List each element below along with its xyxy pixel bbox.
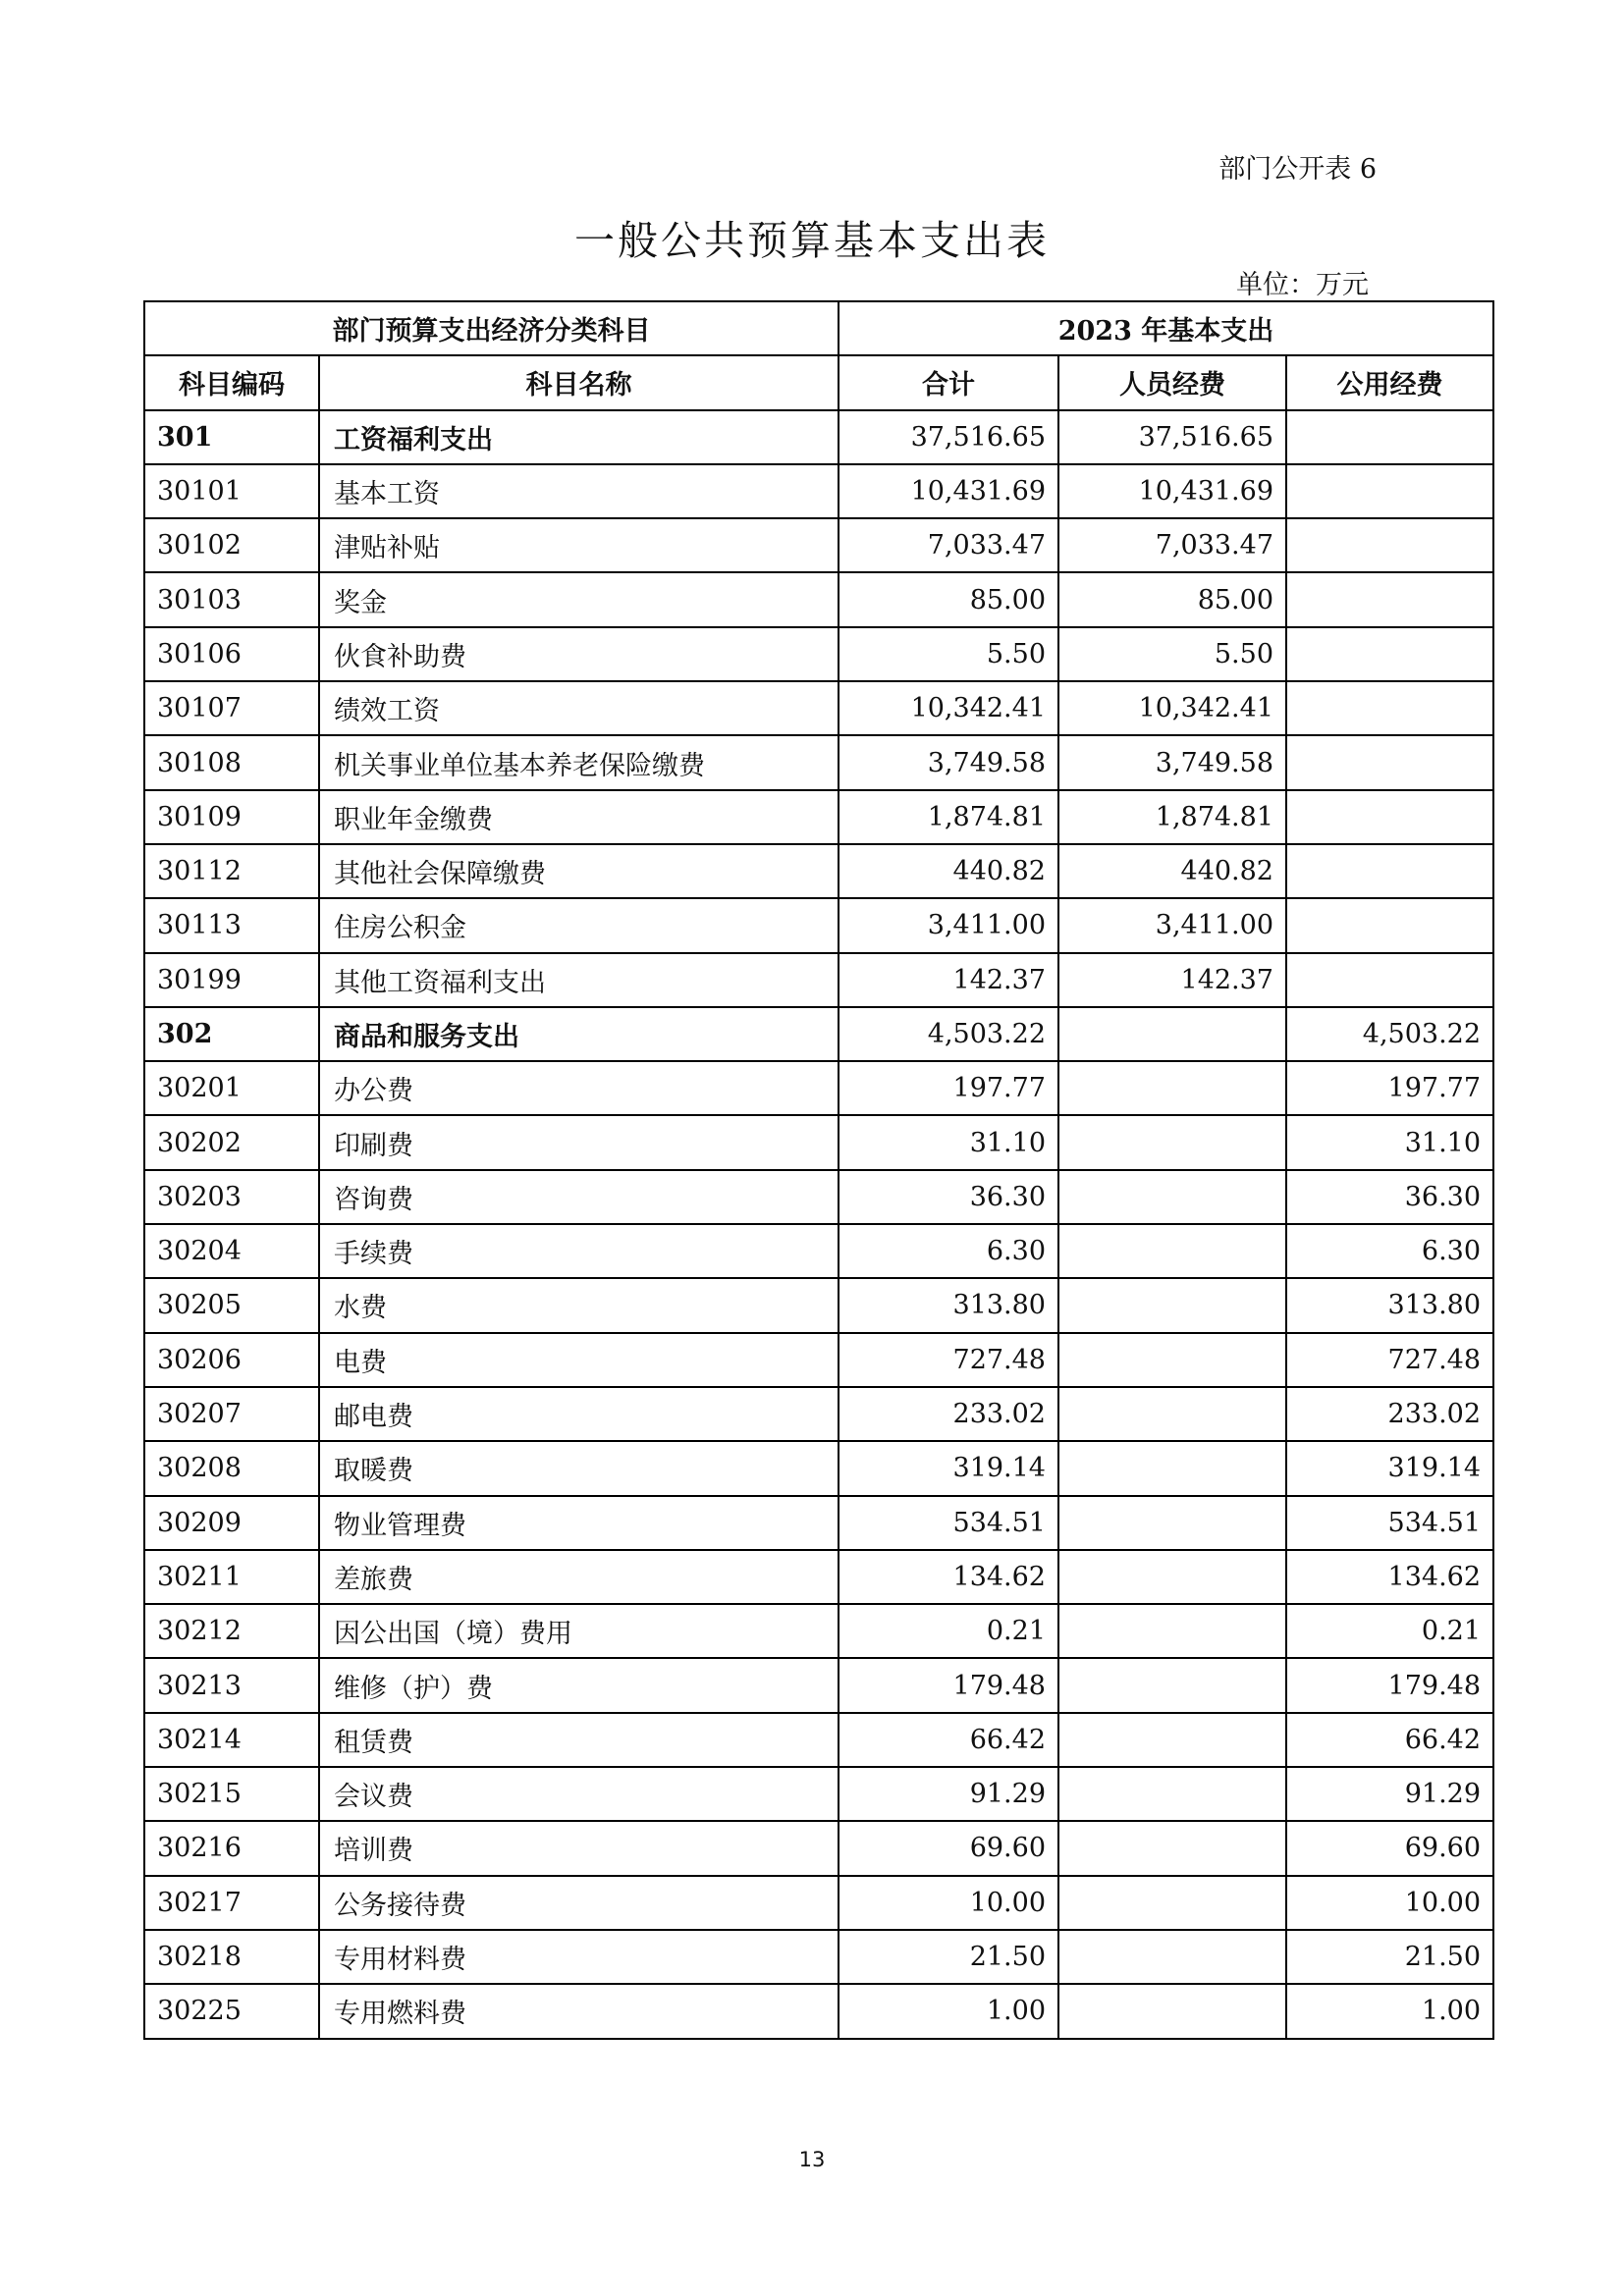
column-header-name: 科目名称	[319, 355, 839, 409]
cell-code: 30209	[144, 1496, 319, 1550]
cell-code: 30107	[144, 681, 319, 735]
cell-code: 30203	[144, 1170, 319, 1224]
cell-name: 基本工资	[319, 464, 839, 518]
cell-public: 66.42	[1286, 1713, 1493, 1767]
cell-public: 91.29	[1286, 1767, 1493, 1821]
cell-code: 30208	[144, 1441, 319, 1495]
cell-name: 其他社会保障缴费	[319, 844, 839, 898]
table-row	[144, 1115, 1493, 1169]
cell-name: 专用材料费	[319, 1930, 839, 1984]
cell-public	[1286, 410, 1493, 464]
cell-total: 134.62	[839, 1550, 1058, 1604]
cell-total: 319.14	[839, 1441, 1058, 1495]
budget-table	[143, 300, 1494, 2040]
cell-total: 313.80	[839, 1278, 1058, 1332]
cell-personnel	[1058, 1876, 1286, 1930]
cell-code: 30212	[144, 1604, 319, 1658]
cell-personnel	[1058, 1658, 1286, 1712]
cell-code: 30211	[144, 1550, 319, 1604]
cell-personnel: 3,749.58	[1058, 735, 1286, 789]
cell-code: 30215	[144, 1767, 319, 1821]
cell-personnel	[1058, 1550, 1286, 1604]
cell-name: 维修（护）费	[319, 1658, 839, 1712]
cell-name: 电费	[319, 1333, 839, 1387]
cell-code: 30205	[144, 1278, 319, 1332]
table-row	[144, 1061, 1493, 1115]
table-row	[144, 844, 1493, 898]
cell-personnel	[1058, 1930, 1286, 1984]
table-row	[144, 627, 1493, 681]
cell-total: 85.00	[839, 572, 1058, 626]
cell-code: 30216	[144, 1821, 319, 1875]
cell-public: 134.62	[1286, 1550, 1493, 1604]
cell-total: 197.77	[839, 1061, 1058, 1115]
table-row	[144, 1767, 1493, 1821]
cell-code: 30112	[144, 844, 319, 898]
cell-personnel	[1058, 1441, 1286, 1495]
cell-personnel: 37,516.65	[1058, 410, 1286, 464]
cell-personnel	[1058, 1496, 1286, 1550]
cell-personnel: 142.37	[1058, 953, 1286, 1007]
cell-total: 10.00	[839, 1876, 1058, 1930]
cell-total: 6.30	[839, 1224, 1058, 1278]
cell-personnel	[1058, 1224, 1286, 1278]
cell-public: 727.48	[1286, 1333, 1493, 1387]
table-row	[144, 1984, 1493, 2038]
cell-code: 30106	[144, 627, 319, 681]
table-row	[144, 790, 1493, 844]
table-row	[144, 953, 1493, 1007]
cell-name: 因公出国（境）费用	[319, 1604, 839, 1658]
cell-personnel: 1,874.81	[1058, 790, 1286, 844]
cell-total: 66.42	[839, 1713, 1058, 1767]
cell-personnel: 7,033.47	[1058, 518, 1286, 572]
cell-name: 商品和服务支出	[319, 1007, 839, 1061]
cell-public	[1286, 681, 1493, 735]
cell-total: 1.00	[839, 1984, 1058, 2038]
cell-name: 专用燃料费	[319, 1984, 839, 2038]
cell-code: 301	[144, 410, 319, 464]
cell-name: 培训费	[319, 1821, 839, 1875]
group-header-basic-expenditure: 2023 年基本支出	[839, 301, 1493, 355]
cell-public: 4,503.22	[1286, 1007, 1493, 1061]
column-header-total: 合计	[839, 355, 1058, 409]
cell-public: 233.02	[1286, 1387, 1493, 1441]
cell-personnel: 10,342.41	[1058, 681, 1286, 735]
cell-personnel: 85.00	[1058, 572, 1286, 626]
cell-total: 534.51	[839, 1496, 1058, 1550]
cell-public: 179.48	[1286, 1658, 1493, 1712]
cell-name: 租赁费	[319, 1713, 839, 1767]
cell-total: 37,516.65	[839, 410, 1058, 464]
table-body	[144, 410, 1493, 2039]
cell-personnel	[1058, 1170, 1286, 1224]
cell-name: 会议费	[319, 1767, 839, 1821]
cell-public	[1286, 844, 1493, 898]
cell-personnel	[1058, 1821, 1286, 1875]
cell-name: 伙食补助费	[319, 627, 839, 681]
cell-public: 313.80	[1286, 1278, 1493, 1332]
unit-label: 单位：万元	[1236, 270, 1369, 300]
cell-public: 69.60	[1286, 1821, 1493, 1875]
cell-code: 30113	[144, 898, 319, 952]
cell-public: 36.30	[1286, 1170, 1493, 1224]
cell-public	[1286, 518, 1493, 572]
table-row	[144, 1496, 1493, 1550]
cell-code: 30206	[144, 1333, 319, 1387]
cell-personnel	[1058, 1278, 1286, 1332]
table-group-header-row	[144, 301, 1493, 355]
cell-code: 30214	[144, 1713, 319, 1767]
table-row	[144, 518, 1493, 572]
cell-public: 6.30	[1286, 1224, 1493, 1278]
cell-total: 10,342.41	[839, 681, 1058, 735]
cell-personnel: 10,431.69	[1058, 464, 1286, 518]
cell-personnel: 5.50	[1058, 627, 1286, 681]
table-row	[144, 1278, 1493, 1332]
table-row	[144, 1224, 1493, 1278]
cell-name: 差旅费	[319, 1550, 839, 1604]
cell-name: 物业管理费	[319, 1496, 839, 1550]
cell-public	[1286, 898, 1493, 952]
cell-public	[1286, 735, 1493, 789]
table-label: 部门公开表 6	[1218, 154, 1377, 185]
column-header-code: 科目编码	[144, 355, 319, 409]
table-row	[144, 1441, 1493, 1495]
cell-name: 绩效工资	[319, 681, 839, 735]
cell-name: 津贴补贴	[319, 518, 839, 572]
cell-total: 142.37	[839, 953, 1058, 1007]
table-row-category	[144, 410, 1493, 464]
cell-name: 其他工资福利支出	[319, 953, 839, 1007]
cell-code: 302	[144, 1007, 319, 1061]
cell-public	[1286, 572, 1493, 626]
cell-total: 1,874.81	[839, 790, 1058, 844]
cell-total: 7,033.47	[839, 518, 1058, 572]
cell-name: 住房公积金	[319, 898, 839, 952]
table-row	[144, 1821, 1493, 1875]
cell-total: 36.30	[839, 1170, 1058, 1224]
cell-total: 440.82	[839, 844, 1058, 898]
cell-public: 21.50	[1286, 1930, 1493, 1984]
cell-total: 727.48	[839, 1333, 1058, 1387]
cell-personnel: 440.82	[1058, 844, 1286, 898]
cell-code: 30201	[144, 1061, 319, 1115]
cell-total: 5.50	[839, 627, 1058, 681]
cell-name: 印刷费	[319, 1115, 839, 1169]
cell-total: 233.02	[839, 1387, 1058, 1441]
table-row	[144, 1930, 1493, 1984]
cell-personnel	[1058, 1604, 1286, 1658]
cell-total: 4,503.22	[839, 1007, 1058, 1061]
cell-total: 10,431.69	[839, 464, 1058, 518]
cell-public: 0.21	[1286, 1604, 1493, 1658]
cell-code: 30102	[144, 518, 319, 572]
table-row	[144, 572, 1493, 626]
table-row	[144, 1876, 1493, 1930]
cell-public: 534.51	[1286, 1496, 1493, 1550]
cell-personnel	[1058, 1713, 1286, 1767]
cell-personnel	[1058, 1767, 1286, 1821]
column-header-public: 公用经费	[1286, 355, 1493, 409]
cell-code: 30204	[144, 1224, 319, 1278]
cell-code: 30207	[144, 1387, 319, 1441]
cell-public: 10.00	[1286, 1876, 1493, 1930]
cell-code: 30101	[144, 464, 319, 518]
cell-public: 31.10	[1286, 1115, 1493, 1169]
cell-total: 0.21	[839, 1604, 1058, 1658]
cell-name: 水费	[319, 1278, 839, 1332]
cell-public	[1286, 953, 1493, 1007]
cell-name: 取暖费	[319, 1441, 839, 1495]
cell-name: 职业年金缴费	[319, 790, 839, 844]
cell-code: 30202	[144, 1115, 319, 1169]
cell-code: 30225	[144, 1984, 319, 2038]
cell-name: 奖金	[319, 572, 839, 626]
cell-code: 30213	[144, 1658, 319, 1712]
cell-code: 30217	[144, 1876, 319, 1930]
cell-personnel	[1058, 1061, 1286, 1115]
table-row	[144, 1658, 1493, 1712]
cell-public	[1286, 464, 1493, 518]
cell-personnel	[1058, 1333, 1286, 1387]
cell-name: 公务接待费	[319, 1876, 839, 1930]
cell-code: 30109	[144, 790, 319, 844]
page-number: 13	[798, 2148, 826, 2171]
cell-code: 30108	[144, 735, 319, 789]
table-row	[144, 1170, 1493, 1224]
cell-code: 30103	[144, 572, 319, 626]
cell-total: 3,749.58	[839, 735, 1058, 789]
cell-name: 邮电费	[319, 1387, 839, 1441]
cell-total: 91.29	[839, 1767, 1058, 1821]
cell-name: 工资福利支出	[319, 410, 839, 464]
cell-total: 69.60	[839, 1821, 1058, 1875]
cell-name: 手续费	[319, 1224, 839, 1278]
table-row	[144, 735, 1493, 789]
table-row	[144, 898, 1493, 952]
cell-public: 1.00	[1286, 1984, 1493, 2038]
cell-name: 机关事业单位基本养老保险缴费	[319, 735, 839, 789]
cell-code: 30199	[144, 953, 319, 1007]
cell-total: 21.50	[839, 1930, 1058, 1984]
cell-public: 197.77	[1286, 1061, 1493, 1115]
table-row	[144, 1333, 1493, 1387]
table-row	[144, 464, 1493, 518]
table-row	[144, 681, 1493, 735]
cell-public: 319.14	[1286, 1441, 1493, 1495]
group-header-classification: 部门预算支出经济分类科目	[144, 301, 839, 355]
cell-code: 30218	[144, 1930, 319, 1984]
table-row	[144, 1550, 1493, 1604]
cell-personnel: 3,411.00	[1058, 898, 1286, 952]
cell-public	[1286, 790, 1493, 844]
cell-personnel	[1058, 1115, 1286, 1169]
table-row	[144, 1604, 1493, 1658]
cell-personnel	[1058, 1387, 1286, 1441]
table-column-header-row	[144, 355, 1493, 409]
cell-personnel	[1058, 1984, 1286, 2038]
page-title: 一般公共预算基本支出表	[574, 217, 1050, 264]
cell-personnel	[1058, 1007, 1286, 1061]
cell-total: 31.10	[839, 1115, 1058, 1169]
column-header-personnel: 人员经费	[1058, 355, 1286, 409]
cell-total: 179.48	[839, 1658, 1058, 1712]
table-row	[144, 1713, 1493, 1767]
table-row	[144, 1387, 1493, 1441]
cell-name: 办公费	[319, 1061, 839, 1115]
cell-total: 3,411.00	[839, 898, 1058, 952]
cell-public	[1286, 627, 1493, 681]
cell-name: 咨询费	[319, 1170, 839, 1224]
table-row-category	[144, 1007, 1493, 1061]
